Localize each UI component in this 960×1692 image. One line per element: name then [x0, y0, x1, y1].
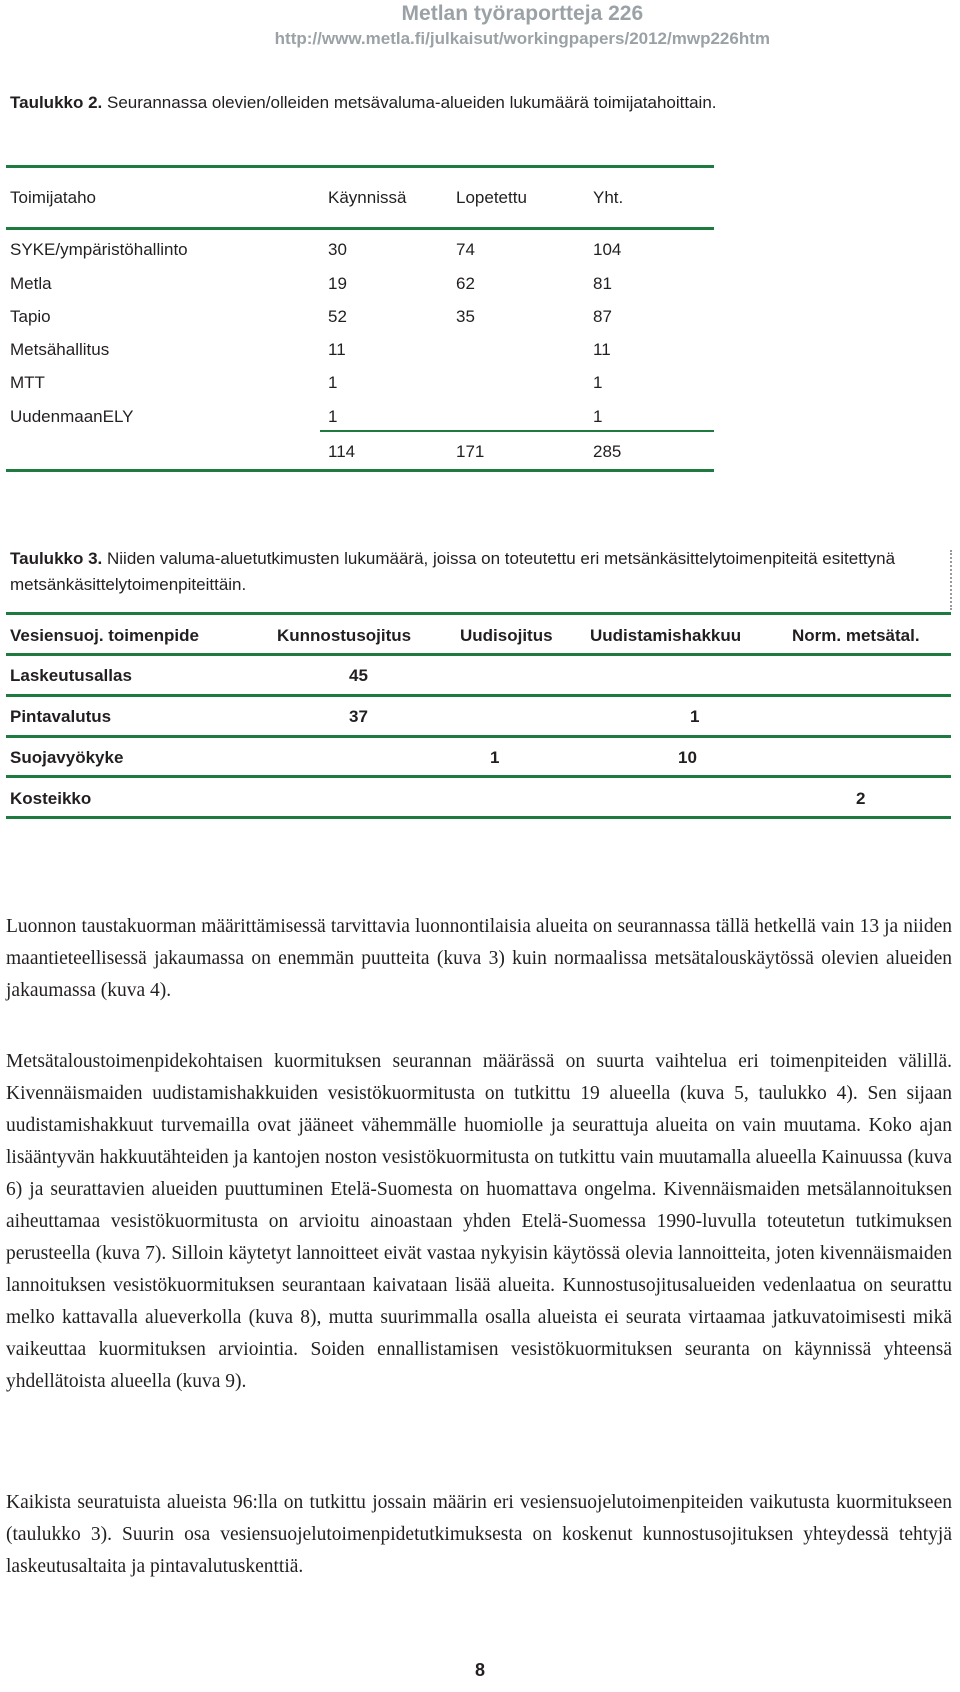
table2-cell: 1	[328, 373, 338, 392]
table2-header-col1: Toimijataho	[10, 188, 96, 207]
page-number: 8	[474, 1660, 485, 1680]
running-header	[275, 0, 770, 50]
table2-cell: 1	[593, 373, 603, 392]
table2-total: 171	[456, 442, 485, 461]
table3-header-col1: Vesiensuoj. toimenpide	[10, 626, 199, 645]
table2-header-col4: Yht.	[593, 188, 624, 207]
table2-caption	[10, 90, 730, 116]
table3-bottom-rule	[6, 816, 951, 819]
table2-sum-rule	[320, 430, 714, 432]
table2-caption-label: Taulukko 2.	[10, 93, 103, 112]
table3-cell: Pintavalutus	[10, 707, 112, 726]
table3-header-col5: Norm. metsätal.	[792, 626, 920, 645]
table2-cell: Metla	[10, 274, 52, 293]
table3-cell: 1	[690, 707, 700, 726]
table2-cell: 87	[593, 307, 612, 326]
table2-cell: 81	[593, 274, 612, 293]
table3-header-rule	[6, 653, 951, 656]
table2-cell: SYKE/ympäristöhallinto	[10, 240, 188, 259]
table2-total: 285	[593, 442, 622, 461]
table2-cell: 11	[593, 340, 611, 359]
table3-cell: Laskeutusallas	[10, 666, 132, 685]
table3-caption-text: Niiden valuma-aluetutkimusten lukumäärä, joissa on toteutettu eri metsänkäsittelytoimenpiteitä esitettynä metsänkäsittelytoimenpiteittäin.	[10, 549, 896, 594]
table2-cell: Tapio	[10, 307, 51, 326]
body-paragraph-2: Metsätaloustoimenpidekohtaisen kuormituksen seurannan määrässä on suurta vaihtelua eri toimenpiteiden välillä. Kivennäismaiden uudistamishakkuiden vesistökuormitusta on tutkittu 19 alueella (kuva 5, taulukko 4). Sen sijaan uudistamishakkuut turvemailla ovat jääneet vähemmälle huomiolle ja seurattuja alueita on vain muutama. Koko ajan lisääntyvän hakkuutähteiden ja kantojen noston vesistökuormitusta on tutkittu vain muutamalla alueella Kainuussa (kuva 6) ja seurattavien alueiden puuttuminen Etelä-Suomesta on huomattava ongelma. Kivennäismaiden metsälannoituksen aiheuttamaa vesistökuormitusta on arvioitu ainoastaan yhden Etelä-Suomessa 1990-luvulla toteutetun tutkimuksen perusteella (kuva 7). Silloin käytetyt lannoitteet eivät vastaa nykyisin käytössä olevia lannoitteita, joten kivennäismaiden lannoituksen vesistökuormituksen seurantaan kaivataan lisää alueita. Kunnostusojitusalueiden vedenlaatua on seurattu melko kattavalla alueverkolla (kuva 8), mutta suurimmalla osalla alueista ei seurata virtaamaa jatkuvatoimisesti mikä vaikeuttaa kuormituksen arviointia. Soiden ennallistamisen vesistökuormituksen seuranta on käynnissä yhteensä yhdellätoista alueella (kuva 9).	[6, 1051, 952, 1392]
table2-cell: 35	[456, 307, 475, 326]
table2-cell: 62	[456, 274, 475, 293]
table2-cell: UudenmaanELY	[10, 407, 134, 426]
table3-cell: 2	[856, 789, 866, 808]
table3-header-col2: Kunnostusojitus	[277, 626, 412, 645]
table2-total: 114	[328, 442, 356, 461]
table2-cell: 30	[328, 240, 347, 259]
body-paragraph-3: Kaikista seuratuista alueista 96:lla on tutkittu jossain määrin eri vesiensuojelutoimenpiteiden vaikutusta kuormitukseen (taulukko 3). Suurin osa vesiensuojelutoimenpidetutkimuksesta on koskenut kunnostusojituksen yhteydessä tehtyjä laskeutusaltaita ja pintavalutuskenttiä.	[6, 1492, 952, 1577]
table2-header-col3: Lopetettu	[456, 188, 527, 207]
table3-cell: 45	[349, 666, 368, 685]
table3-caption	[10, 546, 930, 598]
table2-cell: 52	[328, 307, 347, 326]
table2-bottom-rule	[6, 469, 714, 472]
table2-header-rule	[6, 227, 714, 230]
table2-cell: 1	[328, 407, 338, 426]
table3-row-rule	[6, 735, 951, 738]
body-paragraph-1: Luonnon taustakuorman määrittämisessä tarvittavia luonnontilaisia alueita on seurannassa tällä hetkellä vain 13 ja niiden maantieteellisessä jakaumassa on enemmän puutteita (kuva 3) kuin normaalissa metsätalouskäytössä olevien alueiden jakaumassa (kuva 4).	[6, 916, 952, 1001]
publication-title: Metlan työraportteja 226	[401, 2, 644, 25]
table2-cell: Metsähallitus	[10, 340, 110, 359]
table2-cell: 19	[328, 274, 347, 293]
table2-top-rule	[6, 165, 714, 168]
publication-url: http://www.metla.fi/julkaisut/workingpapers/2012/mwp226htm	[274, 29, 770, 48]
table2-cell: 74	[456, 240, 475, 259]
table3-cell: 1	[490, 748, 500, 767]
table3-caption-label: Taulukko 3.	[10, 549, 103, 568]
table2-cell: 104	[593, 240, 622, 259]
table2-cell: 1	[593, 407, 603, 426]
table3-cell: 37	[349, 707, 368, 726]
table2-cell: MTT	[10, 373, 45, 392]
table3-cell: Kosteikko	[10, 789, 92, 808]
table3-row-rule	[6, 694, 951, 697]
table2-header-col2: Käynnissä	[328, 188, 407, 207]
margin-dotted-line	[950, 550, 952, 610]
table3-row-rule	[6, 775, 951, 778]
table3-cell: 10	[678, 748, 697, 767]
table3-header-col3: Uudisojitus	[460, 626, 553, 645]
table3-cell: Suojavyökyke	[10, 748, 124, 767]
table2-caption-text: Seurannassa olevien/olleiden metsävaluma-alueiden lukumäärä toimijatahoittain.	[102, 93, 717, 112]
table2-cell: 11	[328, 340, 346, 359]
table3-header-col4: Uudistamishakkuu	[590, 626, 742, 645]
table3-top-rule	[6, 612, 951, 615]
